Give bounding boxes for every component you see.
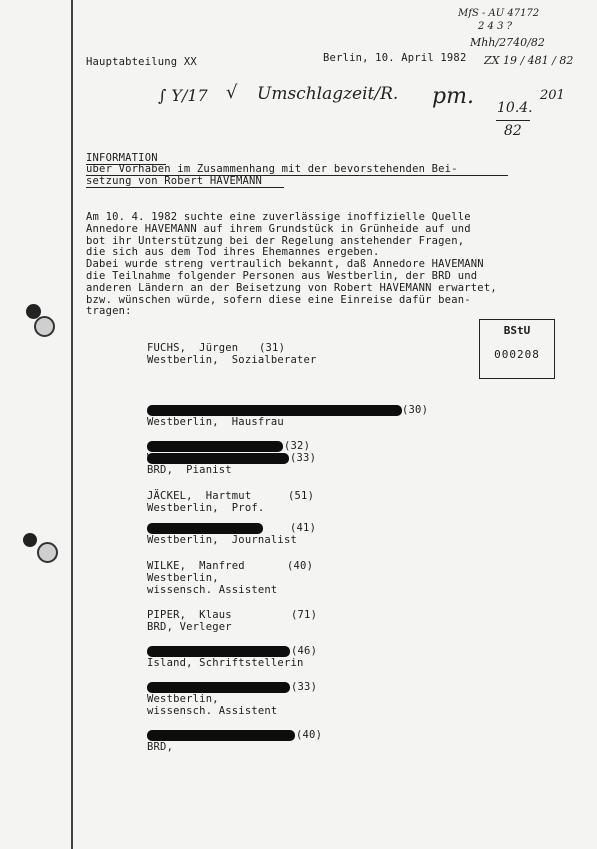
redaction-bar: [147, 441, 283, 452]
person-detail: Westberlin, Prof.: [147, 502, 265, 514]
body-line: anderen Ländern an der Beisetzung von Robert HAVEMANN erwartet,: [86, 281, 497, 294]
punch-hole-ring: [37, 542, 58, 563]
person-age: (40): [287, 560, 314, 572]
person-age: (33): [291, 681, 318, 693]
person-age: (31): [259, 342, 286, 354]
redaction-bar: [147, 646, 290, 657]
person-age: (51): [288, 490, 315, 502]
person-age: (71): [291, 609, 318, 621]
person-age: (41): [290, 522, 317, 534]
body-line: tragen:: [86, 305, 132, 318]
handwritten-initials: ∫ Y/17: [158, 86, 208, 105]
title-label: INFORMATION: [86, 152, 158, 164]
body-line: die Teilnahme folgender Personen aus Westberlin, der BRD und: [86, 270, 478, 282]
department: Hauptabteilung XX: [86, 56, 197, 68]
redaction-bar: [147, 730, 295, 741]
body-line: bzw. wünschen würde, sofern diese eine Einreise dafür bean-: [86, 293, 471, 306]
title-line-2-underline: [86, 187, 284, 188]
title-line-2: setzung von Robert HAVEMANN: [86, 175, 263, 187]
handwritten-note: Umschlagzeit/R.: [257, 84, 399, 104]
bstu-stamp: [479, 319, 555, 379]
place-date: Berlin, 10. April 1982: [323, 52, 467, 64]
redaction-bar: [147, 405, 402, 416]
body-line: Annedore HAVEMANN auf ihrem Grundstück in Grünheide auf und: [86, 222, 471, 235]
redaction-bar: [147, 682, 290, 693]
body-line: Dabei wurde streng vertraulich bekannt, daß Annedore HAVEMANN: [86, 258, 484, 271]
person-age: (32): [284, 440, 311, 452]
handwritten-number: 201: [540, 88, 565, 103]
handwritten-date-bottom: 82: [504, 123, 522, 139]
date-fraction-line: [496, 120, 530, 121]
person-detail: BRD,: [147, 741, 174, 753]
body-line: die sich aus dem Tod ihres Ehemannes ergeben.: [86, 246, 380, 259]
person-detail: wissensch. Assistent: [147, 584, 278, 596]
person-name: PIPER, Klaus: [147, 609, 232, 621]
person-detail: BRD, Verleger: [147, 621, 232, 633]
person-detail: Westberlin,: [147, 572, 219, 584]
handwritten-date-top: 10.4.: [497, 100, 533, 116]
person-name: WILKE, Manfred: [147, 560, 245, 572]
person-detail: wissensch. Assistent: [147, 705, 278, 717]
punch-hole-ring: [34, 316, 55, 337]
redaction-bar: [147, 523, 263, 534]
person-name: JÄCKEL, Hartmut: [147, 490, 252, 502]
archive-mark-4: ZX 19 / 481 / 82: [484, 54, 574, 67]
person-detail: Westberlin, Journalist: [147, 534, 297, 546]
person-age: (30): [402, 404, 429, 416]
person-age: (40): [296, 729, 323, 741]
person-age: (46): [291, 645, 318, 657]
archive-mark-3: Mhh/2740/82: [470, 36, 545, 49]
person-detail: Westberlin, Hausfrau: [147, 416, 284, 428]
person-age: (33): [290, 452, 317, 464]
punch-hole-dark: [23, 533, 37, 547]
stamp-number: 000208: [494, 348, 540, 361]
person-detail: Westberlin, Sozialberater: [147, 354, 317, 366]
title-line-1: über Vorhaben im Zusammenhang mit der bevorstehenden Bei-: [86, 163, 458, 175]
person-detail: Island, Schriftstellerin: [147, 657, 304, 669]
stamp-label: BStU: [503, 324, 531, 337]
margin-line: [71, 0, 73, 849]
body-line: bot ihr Unterstützung bei der Regelung anstehender Fragen,: [86, 234, 465, 247]
redaction-bar: [147, 453, 289, 464]
archive-mark-1: MfS - AU 47172: [458, 8, 540, 19]
handwritten-checkmark: √: [226, 82, 238, 103]
handwritten-signature: pm.: [432, 84, 474, 109]
body-line: Am 10. 4. 1982 suchte eine zuverlässige inoffizielle Quelle: [86, 211, 471, 223]
person-detail: Westberlin,: [147, 693, 219, 705]
person-name: FUCHS, Jürgen: [147, 342, 239, 354]
person-detail: BRD, Pianist: [147, 464, 232, 476]
archive-mark-2: 2 4 3 ?: [478, 21, 512, 32]
